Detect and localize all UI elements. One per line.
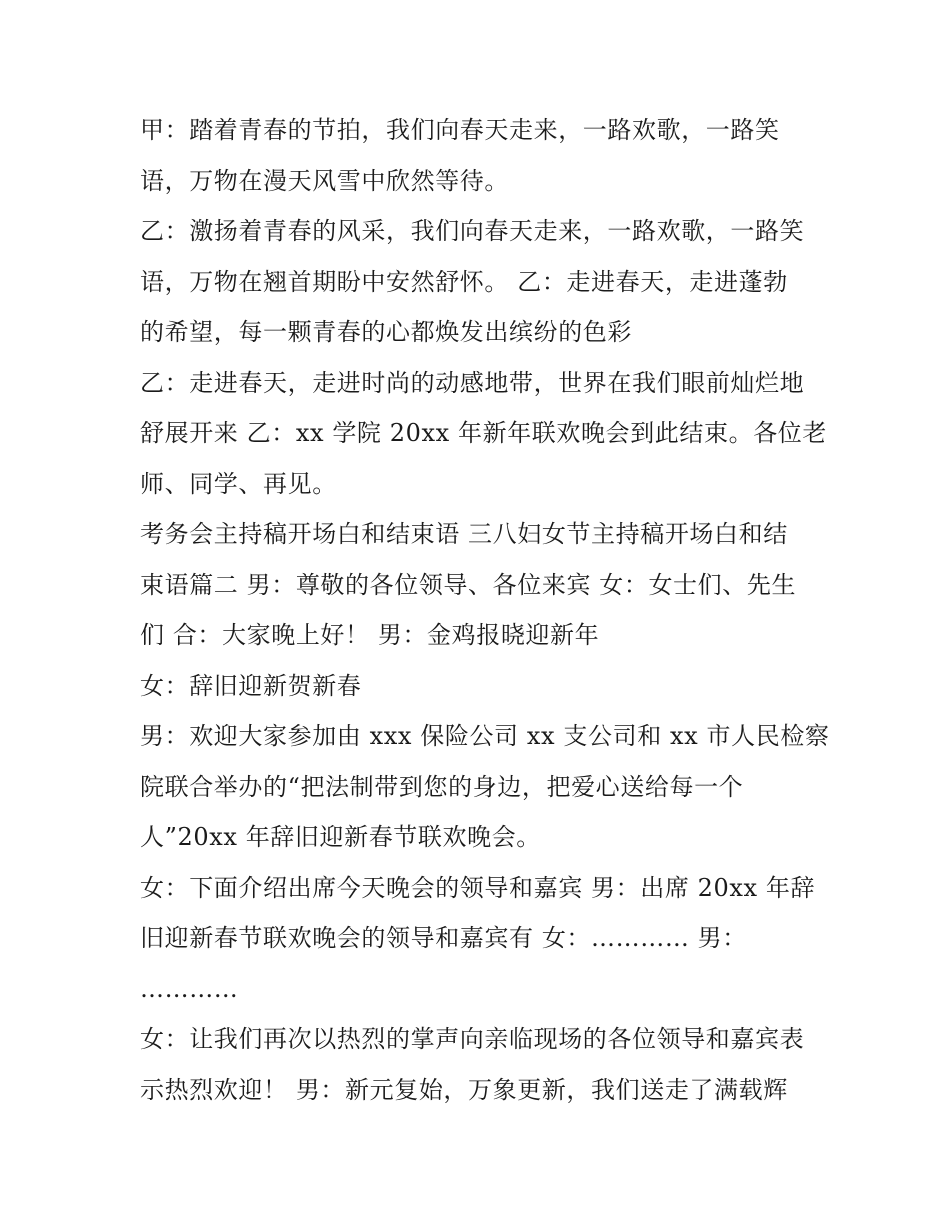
text-line: 女：让我们再次以热烈的掌声向亲临现场的各位领导和嘉宾表 — [140, 1025, 805, 1053]
text-line: ………… — [140, 975, 239, 1003]
text-line: 语，万物在漫天风雪中欣然等待。 — [140, 167, 509, 195]
text-line: 考务会主持稿开场白和结束语 三八妇女节主持稿开场白和结 — [140, 520, 788, 548]
text-line: 的希望，每一颗青春的心都焕发出缤纷的色彩 — [140, 318, 632, 346]
text-line: 男：欢迎大家参加由 xxx 保险公司 xx 支公司和 xx 市人民检察 — [140, 722, 830, 750]
text-line: 甲：踏着青春的节拍，我们向春天走来，一路欢歌，一路笑 — [140, 116, 780, 144]
text-line: 院联合举办的“把法制带到您的身边，把爱心送给每一个 — [140, 773, 744, 801]
text-line: 示热烈欢迎！ 男：新元复始，万象更新，我们送走了满载辉 — [140, 1076, 788, 1104]
text-line: 乙：走进春天，走进时尚的动感地带，世界在我们眼前灿烂地 — [140, 369, 805, 397]
text-line: 女：下面介绍出席今天晚会的领导和嘉宾 男：出席 20xx 年辞 — [140, 874, 816, 902]
text-line: 旧迎新春节联欢晚会的领导和嘉宾有 女：………… 男： — [140, 924, 747, 952]
text-line: 女：辞旧迎新贺新春 — [140, 672, 362, 700]
text-line: 束语篇二 男：尊敬的各位领导、各位来宾 女：女士们、先生 — [140, 571, 797, 599]
text-line: 人”20xx 年辞旧迎新春节联欢晚会。 — [140, 823, 541, 851]
text-line: 语，万物在翘首期盼中安然舒怀。 乙：走进春天，走进蓬勃 — [140, 268, 788, 296]
text-line: 师、同学、再见。 — [140, 470, 337, 498]
text-line: 们 合：大家晚上好！ 男：金鸡报晓迎新年 — [140, 621, 600, 649]
text-line: 乙：激扬着青春的风采，我们向春天走来，一路欢歌，一路笑 — [140, 217, 805, 245]
text-line: 舒展开来 乙：xx 学院 20xx 年新年联欢晚会到此结束。各位老 — [140, 419, 827, 447]
